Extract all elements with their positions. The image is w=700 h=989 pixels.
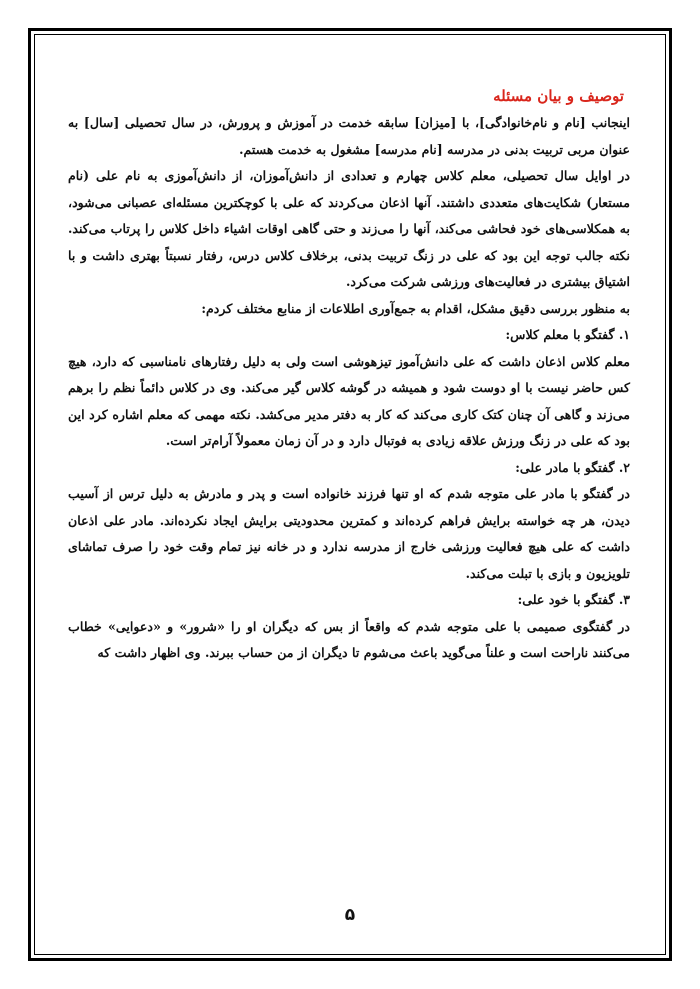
paragraph-teacher-conversation: معلم کلاس اذعان داشت که علی دانش‌آموز تیزهوشی است ولی به دلیل رفتارهای نامناسبی که دارد، هیچ کس حاضر نیست با او دوست شود و همیشه در گوشه کلاس گیر می‌کند. وی در کلاس دائماً نظم را برهم می‌زند و گاهی آن چنان کتک کاری می‌کند که کار به دفتر مدیر می‌کشد. نکته مهمی که معلم اشاره کرد این بود که علی در زنگ ورزش علاقه زیادی به فوتبال دارد و در آن زمان معمولاً آرام‌تر است. (68, 353, 630, 448)
heading-ali-conversation: ۳. گفتگو با خود علی: (517, 592, 630, 607)
paragraph-problem: در اوایل سال تحصیلی، معلم کلاس چهارم و تعدادی از دانش‌آموزان، از دانش‌آموزی به نام علی (نام مستعار) شکایت‌های متعددی داشتند. آنها اذعان می‌کردند که علی با کوچکترین مسئله‌ای عصبانی می‌شود، به همکلاسی‌های خود فحاشی می‌کند، آنها را می‌زند و حتی گاهی اوقات اشیاء داخل کلاس را پرتاب می‌کند. نکته جالب توجه این بود که علی در زنگ تربیت بدنی، برخلاف کلاس درس، رفتار نسبتاً بهتری داشت و با اشتیاق بیشتری در فعالیت‌های ورزشی شرکت می‌کرد. (68, 168, 630, 289)
paragraph-method: به منظور بررسی دقیق مشکل، اقدام به جمع‌آوری اطلاعات از منابع مختلف کردم: (201, 300, 630, 316)
heading-teacher-conversation: ۱. گفتگو با معلم کلاس: (505, 327, 630, 342)
paragraph-intro: اینجانب [نام و نام‌خانوادگی]، با [میزان] سابقه خدمت در آموزش و پرورش، در سال تحصیلی [سال] به عنوان مربی تربیت بدنی در مدرسه [نام مدرسه] مشغول به خدمت هستم. (68, 115, 630, 157)
paragraph-mother-conversation: در گفتگو با مادر علی متوجه شدم که او تنها فرزند خانواده است و پدر و مادرش به دلیل ترس از آسیب دیدن، هر چه خواسته برایش فراهم کرده‌اند و کمترین محدودیتی برایش ایجاد نکرده‌اند. مادر علی اذعان داشت که علی هیچ فعالیت ورزشی خارج از مدرسه ندارد و در خانه نیز تمام وقت خود را صرف تماشای تلویزیون و بازی با تبلت می‌کند. (68, 486, 630, 581)
paragraph-ali-conversation: در گفتگوی صمیمی با علی متوجه شدم که واقعاً از بس که دیگران او را «شرور» و «دعوایی» خطاب می‌کنند ناراحت است و علناً می‌گوید باعث می‌شوم تا دیگران از من حساب ببرند. وی اظهار داشت که (68, 618, 630, 660)
page-number: ۵ (344, 905, 356, 925)
document-body (68, 84, 630, 667)
section-title: توصیف و بیان مسئله (493, 87, 624, 105)
heading-mother-conversation: ۲. گفتگو با مادر علی: (515, 459, 630, 475)
